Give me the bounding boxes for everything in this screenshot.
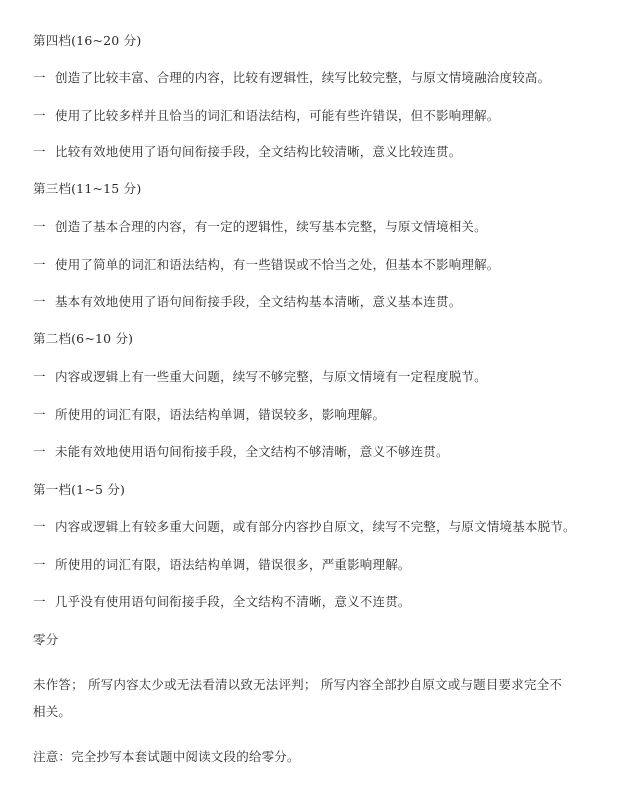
bullet-mark: 一 [33, 294, 46, 309]
criteria-text: 创造了基本合理的内容，有一定的逻辑性，续写基本完整，与原文情境相关。 [55, 219, 487, 234]
criteria-item [33, 259, 620, 272]
criteria-item [33, 596, 620, 609]
band-heading: 第三档(11~15 分) [33, 181, 142, 196]
band-heading: 第二档(6~10 分) [33, 331, 134, 346]
criteria-text: 内容或逻辑上有较多重大问题，或有部分内容抄自原文，续写不完整，与原文情境基本脱节。 [55, 519, 576, 534]
note-text: 注意：完全抄写本套试题中阅读文段的给零分。 [33, 749, 300, 764]
criteria-item [33, 371, 620, 384]
criteria-text: 比较有效地使用了语句间衔接手段，全文结构比较清晰，意义比较连贯。 [55, 144, 462, 159]
bullet-mark: 一 [33, 108, 46, 123]
bullet-mark: 一 [33, 144, 46, 159]
bullet-mark: 一 [33, 444, 46, 459]
criteria-text: 几乎没有使用语句间衔接手段，全文结构不清晰，意义不连贯。 [55, 594, 411, 609]
criteria-text: 使用了比较多样并且恰当的词汇和语法结构，可能有些许错误，但不影响理解。 [55, 108, 500, 123]
criteria-text: 所使用的词汇有限，语法结构单调，错误较多，影响理解。 [55, 407, 386, 422]
zero-score-heading: 零分 [33, 632, 59, 647]
criteria-item [33, 521, 620, 534]
bullet-mark: 一 [33, 594, 46, 609]
bullet-mark: 一 [33, 557, 46, 572]
criteria-item [33, 110, 620, 123]
criteria-item [33, 221, 620, 234]
band-heading: 第一档(1~5 分) [33, 482, 126, 497]
bullet-mark: 一 [33, 519, 46, 534]
criteria-item [33, 296, 620, 309]
bullet-mark: 一 [33, 219, 46, 234]
criteria-text: 未能有效地使用语句间衔接手段，全文结构不够清晰，意义不够连贯。 [55, 444, 449, 459]
zero-score-criteria: 未作答； 所写内容太少或无法看清以致无法评判； 所写内容全部抄自原文或与题目要求完全不 [33, 677, 563, 692]
criteria-item [33, 72, 620, 85]
criteria-item [33, 409, 620, 422]
bullet-mark: 一 [33, 369, 46, 384]
bullet-mark: 一 [33, 407, 46, 422]
criteria-text: 内容或逻辑上有一些重大问题，续写不够完整，与原文情境有一定程度脱节。 [55, 369, 487, 384]
criteria-text: 创造了比较丰富、合理的内容，比较有逻辑性，续写比较完整，与原文情境融洽度较高。 [55, 70, 551, 85]
criteria-text: 使用了简单的词汇和语法结构，有一些错误或不恰当之处，但基本不影响理解。 [55, 257, 500, 272]
zero-score-criteria-continued: 相关。 [33, 704, 72, 719]
bullet-mark: 一 [33, 70, 46, 85]
criteria-item [33, 559, 620, 572]
criteria-item [33, 446, 620, 459]
band-heading: 第四档(16~20 分) [33, 33, 142, 48]
bullet-mark: 一 [33, 257, 46, 272]
criteria-text: 所使用的词汇有限，语法结构单调，错误很多，严重影响理解。 [55, 557, 411, 572]
criteria-item [33, 146, 620, 159]
criteria-text: 基本有效地使用了语句间衔接手段，全文结构基本清晰，意义基本连贯。 [55, 294, 462, 309]
